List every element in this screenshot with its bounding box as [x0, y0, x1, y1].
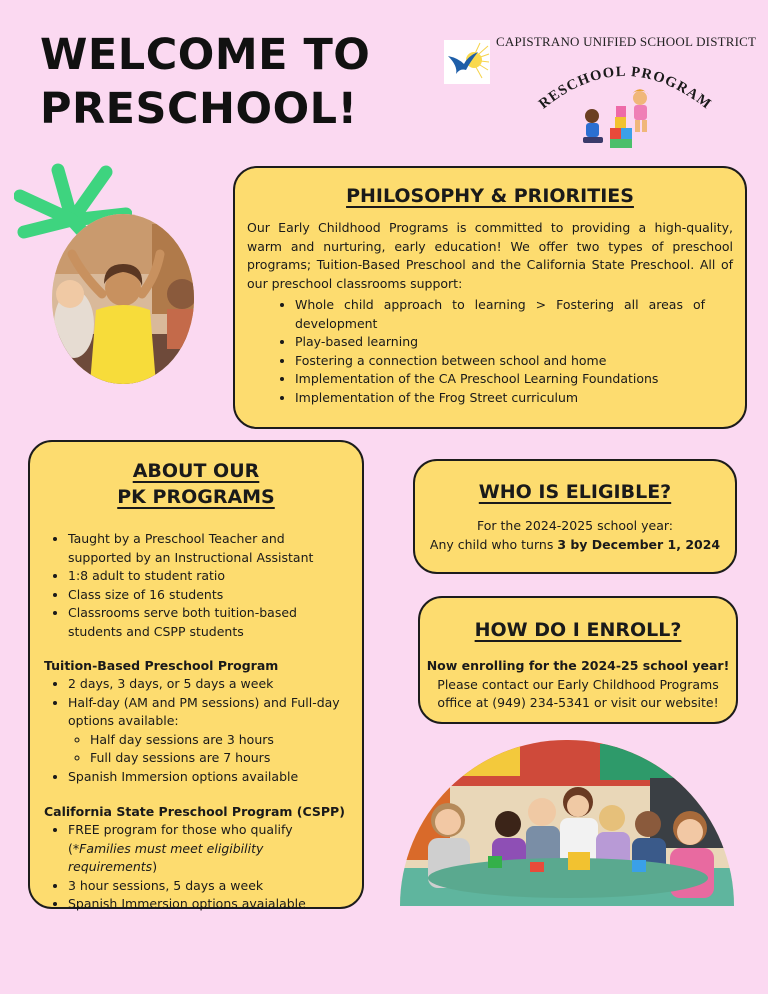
eligibility-year: For the 2024-2025 school year:: [476, 518, 674, 533]
title-line-1: WELCOME TO: [40, 30, 371, 80]
classroom-photo: [400, 740, 734, 906]
program-logo-text: RESCHOOL PROGRAM: [535, 63, 715, 113]
list-item: • 3 hour sessions, 5 days a week: [68, 877, 348, 896]
philosophy-card: [233, 166, 747, 429]
list-item: • Spanish Immersion options avaialable: [68, 895, 348, 914]
list-item: • Classrooms serve both tuition-based students and CSPP students: [68, 604, 348, 641]
about-heading: [30, 458, 362, 510]
kids-illustration: [583, 89, 649, 148]
list-item: • 1:8 adult to student ratio: [68, 567, 348, 586]
cspp-heading: California State Preschool Program (CSPP): [44, 804, 345, 819]
list-item: • Implementation of the CA Preschool Learning Foundations: [295, 370, 705, 389]
about-heading-line-2: PK PROGRAMS: [117, 486, 275, 508]
district-logo: [444, 40, 490, 84]
about-heading-line-1: ABOUT OUR: [132, 460, 260, 482]
eligibility-heading: WHO IS ELIGIBLE?: [478, 481, 672, 503]
children-photo: [52, 214, 194, 384]
list-item: ◦ Half day sessions are 3 hours: [90, 731, 348, 750]
list-item: [68, 821, 348, 877]
session-length-list: [68, 731, 348, 768]
list-item: [68, 694, 348, 768]
list-item: • Whole child approach to learning > Fostering all areas of development: [295, 296, 705, 333]
list-item: • Fostering a connection between school and home: [295, 352, 705, 371]
eligibility-note: *Families must meet eligibility requirements: [68, 840, 264, 874]
list-item: • Class size of 16 students: [68, 586, 348, 605]
list-item: • Play-based learning: [295, 333, 705, 352]
list-item: • Implementation of the Frog Street curriculum: [295, 389, 705, 408]
enroll-contact-line-1: Please contact our Early Childhood Programs: [437, 676, 719, 692]
philosophy-list: [275, 296, 705, 407]
tuition-list: [48, 675, 348, 786]
page-title: [40, 28, 430, 136]
list-item: • Spanish Immersion options available: [68, 768, 348, 787]
philosophy-heading: PHILOSOPHY & PRIORITIES: [346, 185, 634, 207]
preschool-programs-logo: [528, 54, 724, 156]
list-item-text: Half-day (AM and PM sessions) and Full-day options available:: [68, 694, 340, 728]
list-item: • Taught by a Preschool Teacher and supported by an Instructional Assistant: [68, 530, 348, 567]
enroll-contact-line-2: office at (949) 234-5341 or visit our website!: [437, 695, 719, 710]
title-line-2: PRESCHOOL!: [40, 84, 358, 134]
enroll-card: [418, 596, 738, 724]
cspp-free-suffix: ): [152, 859, 158, 874]
about-list: [48, 530, 348, 641]
philosophy-intro: Our Early Childhood Programs is committed to providing a high-quality, warm and nurturing, early education! We offer two types of preschool programs; Tuition-Based Preschool and the California State Preschool. All of our preschool classrooms support:: [247, 220, 733, 291]
eligibility-prefix: Any child who turns: [429, 536, 558, 552]
eligibility-requirement: [415, 536, 735, 555]
eligibility-card: [413, 459, 737, 574]
cspp-free-text: FREE program for those who qualify (: [68, 822, 293, 856]
bird-icon: [444, 40, 490, 84]
cspp-list: [48, 821, 348, 914]
list-item: ◦ Full day sessions are 7 hours: [90, 749, 348, 768]
about-programs-card: [28, 440, 364, 909]
list-item: • 2 days, 3 days, or 5 days a week: [68, 675, 348, 694]
enroll-heading: HOW DO I ENROLL?: [474, 619, 682, 641]
eligibility-date: 3 by December 1, 2024: [557, 536, 721, 552]
district-name: CAPISTRANO UNIFIED SCHOOL DISTRICT: [496, 34, 757, 49]
enroll-now-text: Now enrolling for the 2024-25 school year!: [426, 658, 730, 673]
tuition-heading: Tuition-Based Preschool Program: [44, 658, 279, 673]
